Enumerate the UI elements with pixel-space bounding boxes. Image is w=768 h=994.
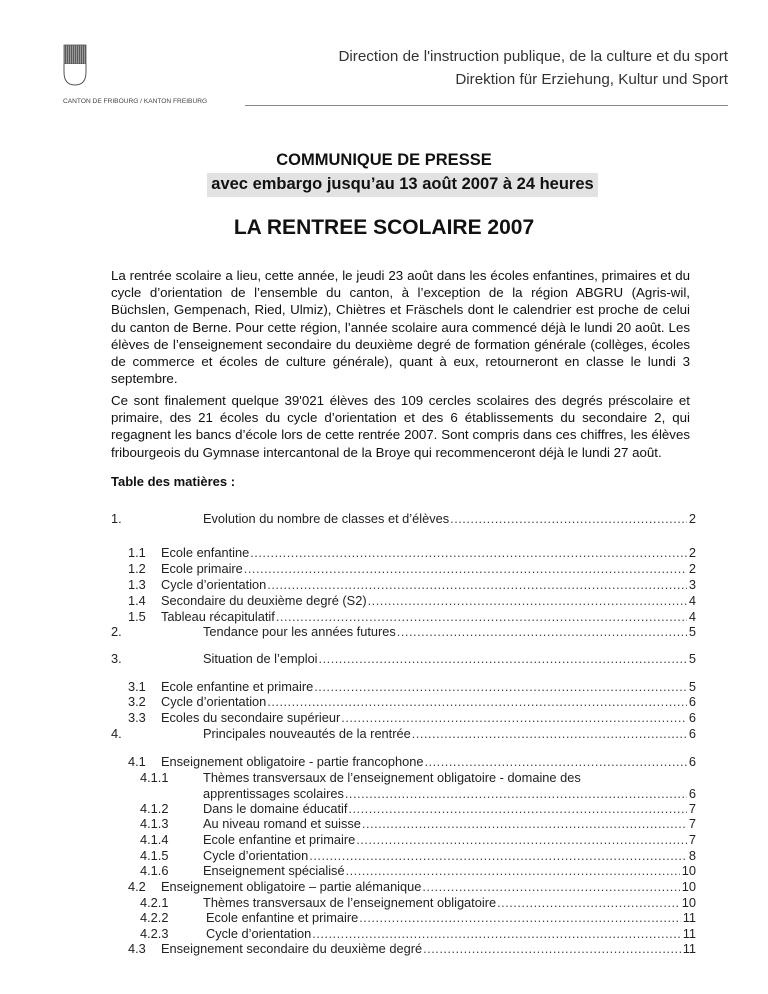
toc-dot-leader [356, 832, 687, 847]
toc-entry-label: Tableau récapitulatif [161, 609, 275, 624]
toc-dot-leader [312, 926, 680, 941]
toc-entry-page: 4 [688, 593, 696, 608]
toc-dot-leader [250, 545, 687, 560]
toc-dot-leader [319, 651, 687, 666]
toc-entry-number: 4.2 [128, 879, 146, 894]
toc-dot-leader [345, 786, 687, 801]
toc-entry-number: 4. [111, 726, 122, 741]
toc-entry-label: Secondaire du deuxième degré (S2) [161, 593, 367, 608]
toc-entry-page: 2 [688, 545, 696, 560]
toc-entry-page: 6 [688, 786, 696, 801]
toc-entry-number: 4.1.2 [140, 801, 169, 816]
toc-entry-number: 3.3 [128, 710, 146, 725]
toc-dot-leader [348, 801, 686, 816]
header-divider [245, 105, 728, 106]
toc-entry-page: 11 [682, 941, 696, 956]
toc-entry[interactable] [111, 561, 696, 576]
toc-dot-leader [244, 561, 687, 576]
students-paragraph: Ce sont finalement quelque 39'021 élèves des 109 cercles scolaires des degrés préscolaire et primaire, des 21 écoles du cycle d’orientation et des 6 établissements du secondaire 2, qui regagnent les bancs d’école lors de cette rentrée 2007. Sont compris dans ces chiffres, les élèves fribourgeois du Gymnase intercantonal de la Broye qui recommenceront déjà le lundi 27 août. [111, 393, 690, 460]
toc-entry-number: 1. [111, 511, 122, 526]
toc-entry-label: Enseignement obligatoire - partie francophone [161, 754, 424, 769]
toc-entry-number: 4.1.1 [140, 770, 169, 785]
toc-entry[interactable] [111, 577, 696, 592]
department-name-fr: Direction de l'instruction publique, de la culture et du sport [338, 48, 728, 65]
toc-entry-page: 2 [688, 561, 696, 576]
toc-entry[interactable] [111, 679, 696, 694]
toc-entry-number: 4.2.2 [140, 910, 169, 925]
toc-dot-leader [450, 511, 687, 526]
toc-dot-leader [412, 726, 687, 741]
toc-entry-label: apprentissages scolaires [203, 786, 344, 801]
toc-entry-number: 4.1.3 [140, 816, 169, 831]
toc-entry-page: 6 [688, 710, 696, 725]
toc-entry[interactable] [111, 694, 696, 709]
document-title: LA RENTREE SCOLAIRE 2007 [233, 216, 535, 239]
embargo-notice: avec embargo jusqu’au 13 août 2007 à 24 heures [207, 173, 597, 197]
toc-entry-number: 1.4 [128, 593, 146, 608]
toc-entry[interactable] [111, 801, 696, 816]
toc-entry-page: 7 [688, 832, 696, 847]
toc-entry-page: 6 [688, 726, 696, 741]
toc-entry-number: 1.2 [128, 561, 146, 576]
toc-dot-leader [314, 679, 687, 694]
toc-entry-label-line1: Thèmes transversaux de l’enseignement obligatoire - domaine des [203, 770, 581, 785]
toc-entry[interactable] [111, 651, 696, 666]
toc-entry-number: 3.2 [128, 694, 146, 709]
intro-paragraph: La rentrée scolaire a lieu, cette année, le jeudi 23 août dans les écoles enfantines, primaires et du cycle d’orientation de l’ensemble du canton, à l’exception de la région ABGRU (Agris-wil, Büchslen, Gempenach, Ried, Ulmiz), Chiètres et Fräschels dont le calendrier est proche de celui du canton de Berne. Pour cette région, l’année scolaire aura commencé déjà le lundi 20 août. Les élèves de l’enseignement secondaire du deuxième degré de formation générale (collèges, écoles de commerce et écoles de culture générale), quant à eux, retourneront en classe le lundi 3 septembre. [111, 268, 690, 387]
toc-entry[interactable] [111, 941, 696, 956]
toc-entry-label: Enseignement secondaire du deuxième degré [161, 941, 423, 956]
toc-entry-number: 4.1 [128, 754, 146, 769]
toc-entry[interactable] [111, 593, 696, 608]
toc-entry-number: 3. [111, 651, 122, 666]
toc-entry-page: 11 [682, 910, 696, 925]
toc-entry[interactable] [111, 624, 696, 639]
toc-entry-page: 5 [688, 624, 696, 639]
toc-dot-leader [368, 593, 687, 608]
toc-entry-label: Ecoles du secondaire supérieur [161, 710, 341, 725]
toc-entry-label: Cycle d’orientation [161, 694, 267, 709]
toc-entry[interactable] [111, 863, 696, 878]
toc-entry-number: 4.1.5 [140, 848, 169, 863]
toc-dot-leader [341, 710, 687, 725]
toc-entry-number: 1.5 [128, 609, 146, 624]
toc-entry-page: 6 [688, 754, 696, 769]
toc-entry-page: 10 [681, 863, 696, 878]
toc-entry[interactable] [111, 726, 696, 741]
canton-name: CANTON DE FRIBOURG / KANTON FREIBURG [63, 98, 208, 105]
toc-entry[interactable] [111, 832, 696, 847]
toc-entry-label: Situation de l’emploi [203, 651, 318, 666]
toc-title: Table des matières : [111, 474, 236, 489]
toc-entry-label: Dans le domaine éducatif [203, 801, 348, 816]
toc-entry-number: 4.2.1 [140, 895, 169, 910]
toc-entry[interactable] [111, 816, 696, 831]
toc-entry-page: 3 [688, 577, 696, 592]
toc-entry-page: 4 [688, 609, 696, 624]
toc-dot-leader [276, 609, 687, 624]
press-release-title: COMMUNIQUE DE PRESSE [276, 151, 492, 169]
toc-entry-label: Tendance pour les années futures [203, 624, 396, 639]
toc-entry-label: Thèmes transversaux de l’enseignement obligatoire [203, 895, 497, 910]
toc-entry-page: 5 [688, 651, 696, 666]
toc-dot-leader [422, 879, 679, 894]
toc-dot-leader [346, 863, 680, 878]
toc-entry-number: 2. [111, 624, 122, 639]
toc-entry-number: 4.1.6 [140, 863, 169, 878]
toc-entry-page: 6 [688, 694, 696, 709]
canton-crest-icon [63, 44, 87, 86]
toc-dot-leader [423, 941, 681, 956]
toc-entry[interactable] [111, 926, 696, 941]
toc-entry[interactable] [111, 710, 696, 725]
toc-entry-label: Ecole enfantine et primaire [206, 910, 359, 925]
toc-entry[interactable] [111, 848, 696, 863]
toc-entry-page: 8 [688, 848, 696, 863]
toc-entry-label: Ecole enfantine [161, 545, 250, 560]
toc-entry-number: 3.1 [128, 679, 146, 694]
toc-entry[interactable] [111, 910, 696, 925]
toc-entry[interactable] [111, 511, 696, 526]
toc-entry-label: Cycle d’orientation [203, 848, 309, 863]
toc-entry[interactable] [111, 545, 696, 560]
toc-entry-number: 1.3 [128, 577, 146, 592]
toc-entry-label: Au niveau romand et suisse [203, 816, 361, 831]
toc-entry-page: 2 [688, 511, 696, 526]
toc-dot-leader [309, 848, 687, 863]
toc-entry-label: Evolution du nombre de classes et d’élèves [203, 511, 450, 526]
toc-entry-label: Cycle d’orientation [206, 926, 312, 941]
toc-dot-leader [425, 754, 687, 769]
toc-entry-page: 7 [688, 801, 696, 816]
toc-entry-page: 10 [681, 895, 696, 910]
toc-entry[interactable] [111, 754, 696, 769]
toc-entry[interactable] [111, 895, 696, 910]
toc-entry-label: Ecole enfantine et primaire [203, 832, 356, 847]
toc-entry-number: 4.2.3 [140, 926, 169, 941]
toc-dot-leader [497, 895, 680, 910]
toc-entry-label: Enseignement spécialisé [203, 863, 345, 878]
toc-dot-leader [397, 624, 687, 639]
embargo-line [0, 173, 768, 197]
toc-entry-label: Ecole primaire [161, 561, 243, 576]
toc-dot-leader [267, 577, 687, 592]
toc-entry-label: Principales nouveautés de la rentrée [203, 726, 411, 741]
toc-entry-number: 4.1.4 [140, 832, 169, 847]
toc-entry-page: 10 [681, 879, 696, 894]
toc-entry-label: Enseignement obligatoire – partie alémanique [161, 879, 422, 894]
toc-dot-leader [362, 816, 687, 831]
toc-entry-label: Cycle d’orientation [161, 577, 267, 592]
toc-entry[interactable] [111, 879, 696, 894]
toc-dot-leader [359, 910, 680, 925]
toc-entry-number: 4.3 [128, 941, 146, 956]
toc-entry[interactable] [111, 609, 696, 624]
toc-entry-page: 7 [688, 816, 696, 831]
department-name-de: Direktion für Erziehung, Kultur und Sport [455, 71, 728, 88]
toc-entry-number: 1.1 [128, 545, 146, 560]
toc-entry-page: 11 [682, 926, 696, 941]
toc-entry-page: 5 [688, 679, 696, 694]
toc-dot-leader [267, 694, 687, 709]
toc-entry-label: Ecole enfantine et primaire [161, 679, 314, 694]
